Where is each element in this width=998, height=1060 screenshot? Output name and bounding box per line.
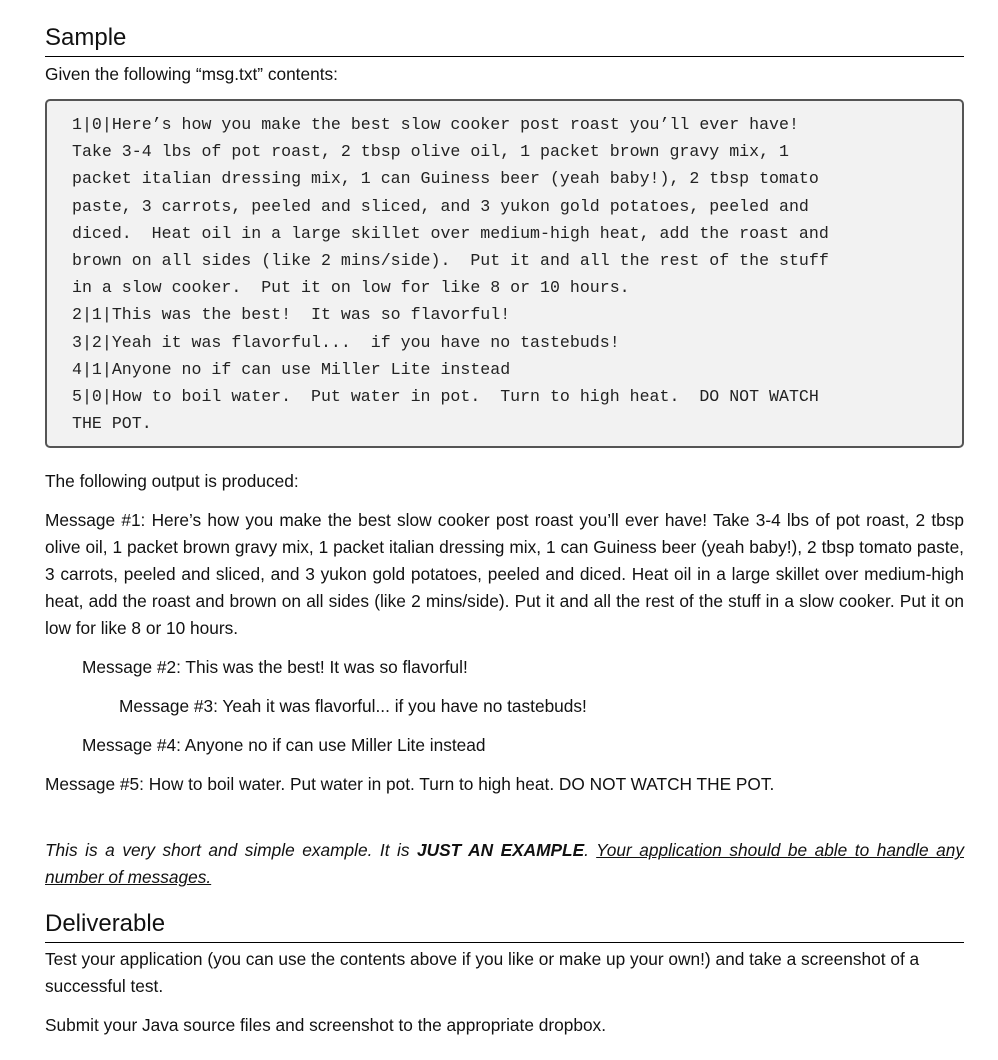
output-label: The following output is produced: [45,471,299,492]
deliverable-submission: Submit your Java source files and screenshot to the appropriate dropbox. [45,1015,606,1036]
note-underlined: Your application should be able to handle any number of messages. [45,840,964,888]
code-line: 1|0|Here’s how you make the best slow cooker post roast you’ll ever have! [72,115,799,134]
code-line: in a slow cooker. Put it on low for like 8 or 10 hours. [72,278,630,298]
output-message-5: Message #5: How to boil water. Put water in pot. Turn to high heat. DO NOT WATCH THE POT. [45,774,775,795]
output-message-3: Message #3: Yeah it was flavorful... if you have no tastebuds! [119,696,587,717]
example-note [45,837,964,891]
sample-intro: Given the following “msg.txt” contents: [45,64,338,84]
document-page [45,0,964,1039]
code-line: 3|2|Yeah it was flavorful... if you have no tastebuds! [72,332,620,352]
output-message-1: Message #1: Here’s how you make the best slow cooker post roast you’ll ever have! Take 3-4 lbs of pot roast, 2 tbsp olive oil, 1 packet brown gravy mix, 1 packet italian dressing mix, 1 can Guiness beer (yeah baby!), 2 tbsp tomato paste, 3 carrots, peeled and sliced, and 3 yukon gold potatoes, peeled and diced. Heat oil in a large skillet over medium-high heat, add the roast and brown on all sides (like 2 mins/side). Put it and all the rest of the stuff in a slow cooker. Put it on low for like 8 or 10 hours. [45,510,964,639]
deliverable-instructions: Test your application (you can use the contents above if you like or make up your own!) and take a screenshot of a successful test. [45,949,920,997]
code-line: brown on all sides (like 2 mins/side). Put it and all the rest of the stuff [72,251,829,271]
note-emphasis: JUST AN EXAMPLE [417,840,585,861]
output-message-4: Message #4: Anyone no if can use Miller Lite instead [82,735,486,756]
msg-file-code-block [45,99,964,448]
note-text-2: . [584,840,597,861]
code-line: paste, 3 carrots, peeled and sliced, and 3 yukon gold potatoes, peeled and [72,196,809,216]
code-line: Take 3-4 lbs of pot roast, 2 tbsp olive oil, 1 packet brown gravy mix, 1 [72,142,789,162]
code-line: THE POT. [72,414,152,434]
sample-heading: Sample [45,0,964,57]
code-line: diced. Heat oil in a large skillet over medium-high heat, add the roast and [72,223,829,243]
code-line: 2|1|This was the best! It was so flavorful! [72,305,511,325]
code-line: 5|0|How to boil water. Put water in pot. Turn to high heat. DO NOT WATCH [72,387,819,407]
code-line: 4|1|Anyone no if can use Miller Lite instead [72,359,511,379]
note-text: This is a very short and simple example. It is [45,840,418,861]
output-message-2: Message #2: This was the best! It was so flavorful! [82,657,468,678]
code-line: packet italian dressing mix, 1 can Guiness beer (yeah baby!), 2 tbsp tomato [72,169,819,189]
deliverable-heading: Deliverable [45,891,964,943]
